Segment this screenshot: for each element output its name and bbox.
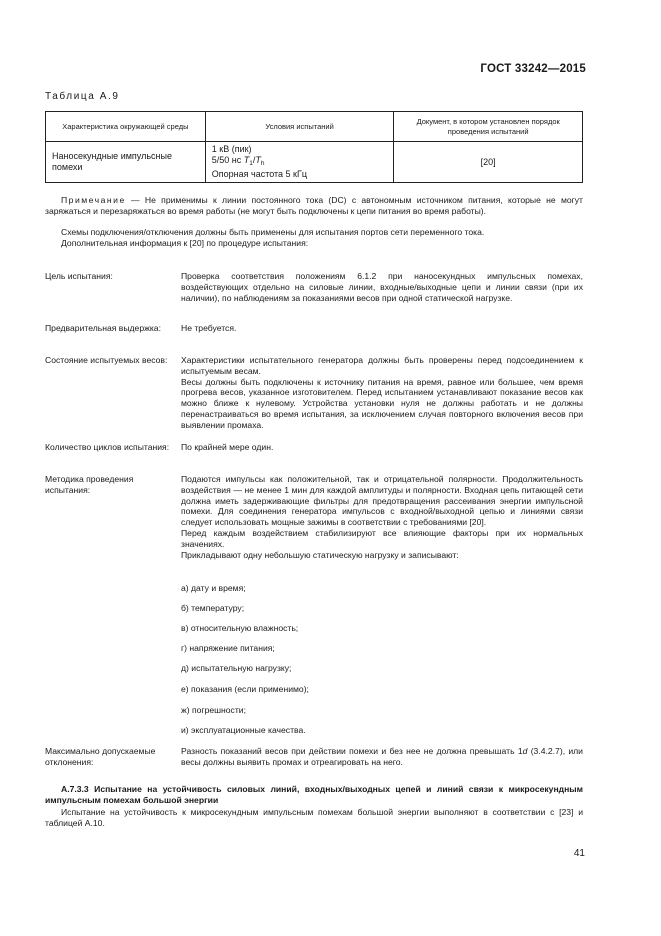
list-item: г) напряжение питания;: [181, 643, 275, 653]
condition-pulse-shape: 5/50 нс $T_1/T_h$: [211, 155, 265, 167]
intro-paragraphs: [45, 227, 583, 249]
cell-document: [20]: [394, 142, 583, 183]
cell-environment: Наносекундные импульсные помехи: [46, 142, 206, 183]
column-header-conditions: Условия испытаний: [205, 112, 394, 142]
list-item: в) относительную влажность;: [181, 623, 299, 633]
column-header-environment: Характеристика окружающей среды: [46, 112, 206, 142]
note-text: — Не применимы к линии постоянного тока (DC) с автономным источником питания, которые не могут заряжаться и перезаряжаться во время работы (не могут быть подключены к цепи питания во время работы).: [45, 195, 583, 216]
column-header-document: Документ, в котором установлен порядок проведения испытаний: [394, 112, 583, 142]
test-conditions-table: [45, 111, 583, 183]
table-caption: Таблица А.9: [45, 91, 120, 102]
field-text: Не требуется.: [181, 323, 237, 333]
list-item: ж) погрешности;: [181, 705, 246, 715]
field-text: По крайней мере один.: [181, 442, 274, 452]
field-label: Предварительная выдержка:: [45, 323, 161, 333]
field-label: Максимально допускаемые отклонения:: [45, 746, 156, 767]
intro-paragraph: Схемы подключения/отключения должны быть применены для испытания портов сети переменного тока.: [61, 227, 485, 237]
list-item: б) температуру;: [181, 603, 245, 613]
field-label: Методика проведения испытания:: [45, 474, 134, 495]
field-label: Состояние испытуемых весов:: [45, 355, 168, 365]
page-number: 41: [573, 848, 585, 859]
condition-frequency: Опорная частота 5 кГц: [211, 169, 308, 179]
condition-amplitude: 1 кВ (пик): [211, 144, 252, 154]
note-lead: Примечание: [61, 195, 126, 205]
section-paragraph: Испытание на устойчивость к микросекундным импульсным помехам большой энергии выполняют в соответствии с [23] и таблицей А.10.: [45, 807, 583, 828]
list-item: а) дату и время;: [181, 583, 246, 593]
section-heading: А.7.3.3 Испытание на устойчивость силовых линий, входных/выходных цепей и линий связи к микросекундным импульсным помехам большой энергии: [45, 784, 583, 805]
list-item: и) эксплуатационные качества.: [181, 725, 306, 735]
table-row: [46, 142, 583, 183]
list-item: е) показания (если применимо);: [181, 684, 309, 694]
table-note: [45, 195, 583, 217]
field-text: Разность показаний весов при действии помехи и без нее не должна превышать 1d (3.4.2.7), или весы должны выявить промах и отреагировать на него.: [181, 746, 583, 767]
document-code: ГОСТ 33242—2015: [480, 63, 586, 75]
table-header-row: [46, 112, 583, 142]
field-text: Подаются импульсы как положительной, так и отрицательной полярности. Продолжительность воздействия — не менее 1 мин для каждой амплитуды и полярности. Входная цепь питающей сети должна иметь задерживающие фильтры для предотвращения рассеивания энергии импульсной помехи. Для соединения генератора импульсов с входной/выходной цепью и линиями связи следует использовать мощные зажимы в соответствии с требованиями [20]. Перед каждым воздействием стабилизируют все влияющие факторы при их нормальных значениях. Прикладывают одну небольшую статическую нагрузку и записывают:: [181, 474, 583, 560]
field-label: Цель испытания:: [45, 271, 113, 281]
field-label: Количество циклов испытания:: [45, 442, 170, 452]
list-item: д) испытательную нагрузку;: [181, 663, 292, 673]
field-text: Характеристики испытательного генератора должны быть проверены перед подсоединением к испытуемым весам. Весы должны быть подключены к источнику питания на время, равное или большее, чем время прогрева весов, указанное изготовителем. Перед испытанием устанавливают показание весов как можно ближе к нулевому. Устройства установки нуля не должны работать и не должны перенастраиваться во время испытания, за исключением случая повторного включения весов при выявлении промаха.: [181, 355, 583, 430]
field-text: Проверка соответствия положениям 6.1.2 при наносекундных импульсных помехах, воздействующих отдельно на силовые линии, входные/выходные цепи и линии связи (при их наличии), по наблюдениям за показаниями весов при одной статической нагрузке.: [181, 271, 583, 303]
intro-paragraph: Дополнительная информация к [20] по процедуре испытания:: [61, 238, 309, 248]
cell-conditions: [205, 142, 394, 183]
